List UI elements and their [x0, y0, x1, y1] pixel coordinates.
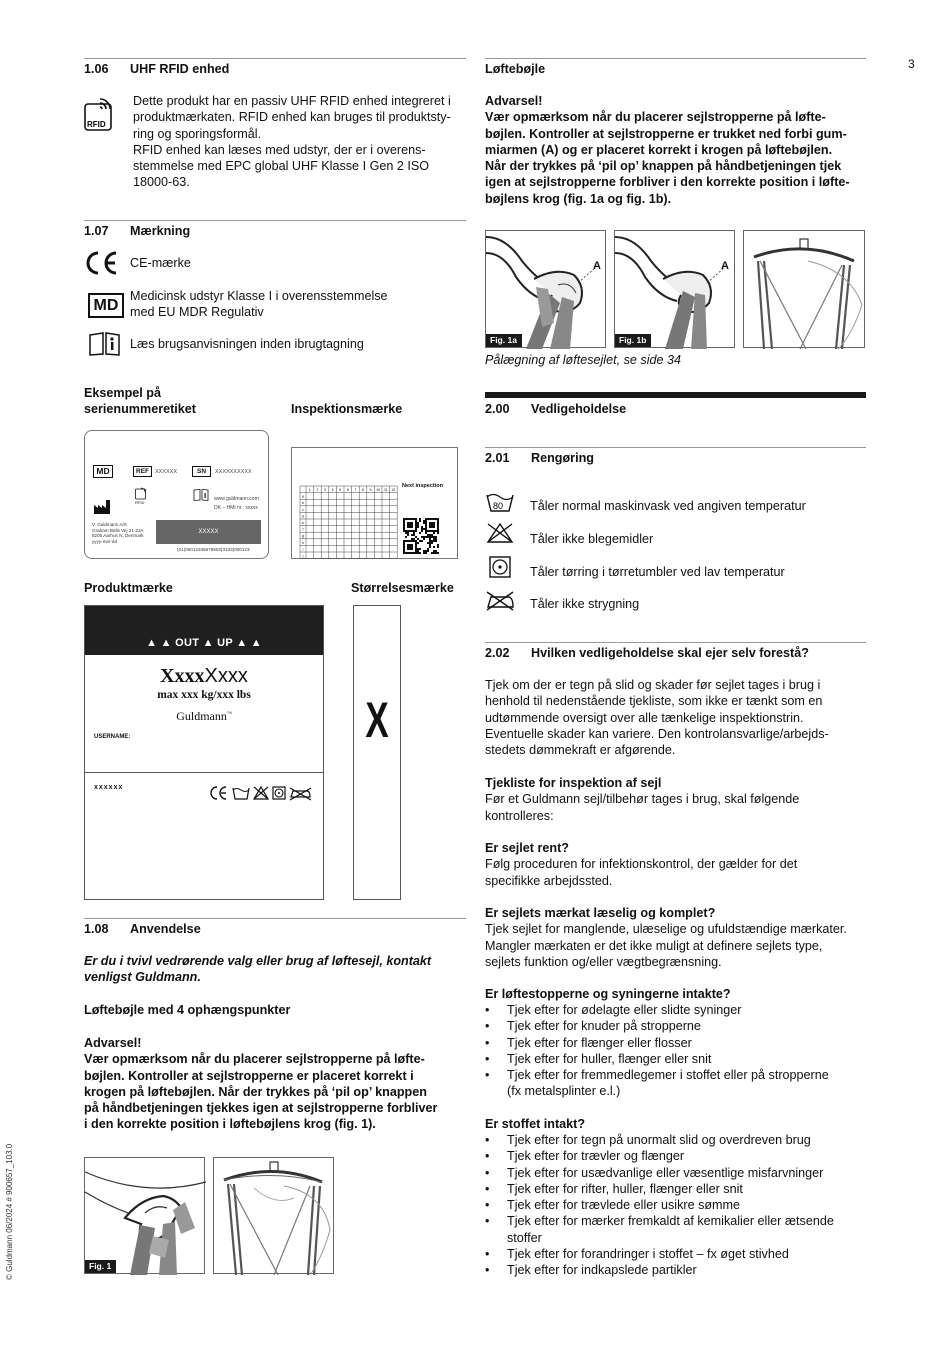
md-badge-label: MD — [96, 466, 110, 476]
text-line: produktmærkaten. RFID enhed kan bruges til produktsty- — [133, 110, 451, 125]
rfid-small-icon — [135, 486, 149, 500]
rfid-small-label: RFID — [135, 500, 145, 505]
text-line: bøjlens krog (fig. 1a og fig. 1b). — [485, 191, 672, 206]
section-title: Hvilken vedligeholdelse skal ejer selv forestå? — [531, 646, 809, 660]
question-title: Er sejlets mærkat læselig og komplet? — [485, 906, 716, 920]
sn-badge-label: SN — [196, 468, 207, 475]
grid-col-label: 2 — [316, 488, 319, 492]
trademark: ™ — [226, 712, 232, 717]
section-number: 1.06 — [84, 62, 109, 76]
checklist-block — [485, 775, 799, 824]
grid-col-label: 8 — [362, 488, 364, 492]
text-line: Medicinsk udstyr Klasse I i overensstemmelse — [130, 289, 388, 303]
heading-line: Eksempel på — [84, 386, 162, 400]
username-label: USERNAME: — [94, 734, 131, 740]
care-item: Tåler normal maskinvask ved angiven temperatur — [530, 499, 806, 513]
text-line: sejlets funktion og/eller vægtbegrænsning. — [485, 954, 722, 969]
text-line: Eventuelle skader kan variere. Den kontrolansvarlige/arbejds- — [485, 726, 829, 741]
product-label-heading: Produktmærke — [84, 581, 173, 595]
section-number: 2.01 — [485, 451, 510, 465]
grid-row-label: j — [302, 554, 304, 558]
heading-line: serienummeretiket — [84, 402, 196, 417]
list-item: • Tjek efter for huller, flænger eller snit — [485, 1051, 829, 1067]
label-divider — [85, 772, 323, 773]
md-badge — [93, 465, 113, 478]
qr-code-icon — [403, 518, 439, 554]
grid-col-label: 12 — [391, 488, 396, 492]
grid-col-label: 3 — [324, 488, 326, 492]
text-line: igen at sejlstropperne forbliver i den korrekte position i løfte- — [485, 175, 850, 190]
instructions-book-icon — [88, 332, 121, 356]
grid-col-label: 4 — [331, 488, 334, 492]
barcode-number: (01)05012345678903(3103)000123 — [177, 547, 250, 552]
list-item: • Tjek efter for ødelagte eller slidte syninger — [485, 1002, 829, 1018]
figure-1a — [485, 230, 606, 348]
figure-label: Fig. 1b — [615, 334, 651, 347]
spreader-bar-subheading: Løftebøjle med 4 ophængspunkter — [84, 1003, 291, 1017]
stitching-checklist — [485, 1002, 829, 1083]
inspection-grid — [298, 482, 398, 558]
manufacturer-address — [92, 522, 144, 544]
section-title: UHF RFID enhed — [130, 62, 230, 76]
sn-value: XXXXXXXXXX — [215, 469, 252, 475]
list-item: • Tjek efter for fremmedlegemer i stoffet eller på stropperne — [485, 1067, 829, 1083]
fabric-checklist — [485, 1132, 834, 1230]
list-item: • Tjek efter for mærker fremkaldt af kemikalier eller ætsende — [485, 1213, 834, 1229]
care-item: Tåler ikke blegemidler — [530, 532, 654, 546]
spreader-bar-title: Løftebøjle — [485, 62, 546, 76]
text-line: stedets dømmekraft er afgørende. — [485, 743, 676, 758]
warning-title: Advarsel! — [84, 1036, 142, 1050]
figure-1-spreader — [213, 1157, 334, 1274]
brand-text: Guldmann — [176, 709, 227, 723]
list-item: • Tjek efter for usædvanlige eller væsentlige misfarvninger — [485, 1165, 834, 1181]
ref-badge — [133, 466, 152, 477]
divider — [485, 58, 866, 59]
address-line: V. Guldmann A/S — [92, 522, 127, 527]
section-title: Rengøring — [531, 451, 594, 465]
serial-label-heading — [84, 385, 196, 418]
out-up-marker: ▲ ▲ OUT ▲ UP ▲ ▲ — [146, 637, 262, 649]
grid-row-label: i — [302, 547, 304, 552]
product-label — [84, 605, 324, 900]
page-number: 3 — [908, 57, 915, 71]
website: www.guldmann.com — [214, 496, 259, 502]
address-line: yyyy-mm-dd — [92, 538, 118, 544]
text-line: 18000-63. — [133, 175, 190, 190]
text-line: RFID enhed kan læses med udstyr, der er i overens- — [133, 142, 426, 157]
ref-badge-label: REF — [136, 468, 149, 475]
next-inspection-label: Next inspection — [402, 483, 443, 489]
warning-block — [84, 1035, 437, 1133]
grid-col-label: 10 — [376, 488, 381, 492]
address-line: 8200 Aarhus N, Denmark — [92, 533, 144, 539]
figure-1b — [614, 230, 735, 348]
text-line: med EU MDR Regulativ — [130, 305, 264, 320]
text-line: Mangler mærkaten er det ikke muligt at definere sejlets type, — [485, 938, 823, 953]
grid-col-label: 7 — [354, 488, 357, 492]
question-label — [485, 905, 847, 970]
size-label — [353, 605, 401, 900]
text-line: Før et Guldmann sejl/tilbehør tages i brug, skal følgende — [485, 792, 800, 807]
md-text — [130, 288, 388, 321]
maintenance-intro — [485, 677, 829, 758]
grid-col-label: 5 — [339, 488, 342, 492]
section-number: 2.02 — [485, 646, 510, 660]
usage-intro — [84, 953, 431, 986]
max-load: max xxx kg/xxx lbs — [157, 689, 251, 701]
chapter-divider — [485, 392, 866, 398]
figure-label: Fig. 1a — [486, 334, 522, 347]
grid-row-label: a — [302, 494, 304, 499]
section-number: 2.00 — [485, 402, 510, 416]
divider — [84, 220, 466, 221]
no-ironing-icon — [485, 590, 515, 612]
text-line: bøjlen. Kontroller at sejlstropperne er placeret korrekt i — [84, 1068, 414, 1083]
checklist-title: Tjekliste for inspektion af sejl — [485, 776, 662, 790]
copyright-note: © Guldmann 06/2024 # 900657_103.0 — [5, 1143, 14, 1280]
serial-box-label: XXXXX — [198, 529, 219, 535]
grid-row-label: f — [302, 527, 304, 532]
grid-col-label: 11 — [384, 488, 388, 492]
sn-badge — [192, 466, 211, 477]
text-line: ring og sporingsformål. — [133, 126, 262, 141]
figure-label: Fig. 1 — [85, 1260, 116, 1273]
ref-value: XXXXXX — [155, 469, 178, 475]
text-line: Når der trykkes på ‘pil op’ knappen på håndbetjeningen tjek — [485, 159, 842, 174]
ce-mark-icon — [84, 250, 120, 276]
section-number: 1.07 — [84, 224, 109, 238]
text-line: specifikke arbejdssted. — [485, 873, 613, 888]
rfid-text — [133, 93, 468, 191]
size-mark: X — [365, 692, 389, 748]
wash-80-icon — [485, 489, 515, 513]
text-line: stemmelse med EPC global UHF Klasse I Gen 2 ISO — [133, 159, 430, 174]
warning-title: Advarsel! — [485, 94, 543, 108]
product-name — [85, 664, 323, 688]
brand-name — [85, 707, 323, 724]
figure-1-hook — [84, 1157, 205, 1274]
grid-row-label: c — [302, 507, 304, 512]
text-line: venligst Guldmann. — [84, 970, 201, 985]
divider — [84, 58, 466, 59]
callout-a: A — [593, 260, 601, 272]
text-line: Tjek om der er tegn på slid og skader før sejlet tages i brug i — [485, 678, 821, 692]
product-name-light: Xxxx — [204, 665, 248, 687]
text-line: udtømmende oversigt over alle tænkelige inspektionstrin. — [485, 710, 804, 725]
divider — [84, 918, 466, 919]
list-continuation: (fx metalsplinter e.l.) — [507, 1084, 621, 1098]
md-icon-label: MD — [93, 297, 119, 314]
address-line: Graham Bells Vej 21-23A — [92, 527, 144, 533]
list-item: • Tjek efter for forandringer i stoffet – fx øget stivhed — [485, 1246, 789, 1262]
rfid-icon-label: RFID — [87, 120, 106, 129]
product-code: xxxxxx — [94, 784, 124, 791]
inspection-label-heading: Inspektionsmærke — [291, 402, 403, 416]
fabric-checklist-2 — [485, 1246, 789, 1279]
grid-row-label: d — [302, 514, 304, 519]
ce-mark-text: CE-mærke — [130, 256, 191, 270]
section-title: Anvendelse — [130, 922, 201, 936]
list-item: • Tjek efter for trævler og flænger — [485, 1148, 834, 1164]
care-item: Tåler ikke strygning — [530, 597, 640, 611]
text-line: bøjlen. Kontroller at sejlstropperne er trukket ned forbi gum- — [485, 126, 847, 141]
serial-box — [156, 520, 261, 544]
text-line: kontrolleres: — [485, 808, 554, 823]
text-line: henhold til nedenstående tjekliste, som ikke er tænkt som en — [485, 694, 823, 709]
wash-temp: 80 — [493, 501, 504, 511]
text-line: Vær opmærksom når du placerer sejlstropperne på løfte- — [485, 110, 826, 125]
text-line: i den korrekte position i løftebøjlens krog (fig. 1). — [84, 1117, 376, 1132]
divider — [485, 642, 866, 643]
text-line: miarmen (A) og er placeret korrekt i krogen på løftebøjlen. — [485, 142, 833, 157]
question-title: Er sejlet rent? — [485, 841, 569, 855]
text-line: Tjek sejlet for manglende, ulæselige og ufuldstændige mærkater. — [485, 922, 847, 937]
section-title: Vedligeholdelse — [531, 402, 627, 416]
callout-a: A — [721, 260, 729, 272]
warning-block-right — [485, 93, 850, 207]
figure-spreader-right — [743, 230, 865, 348]
md-icon — [88, 293, 124, 318]
inspection-label — [291, 447, 458, 559]
grid-row-label: h — [302, 540, 304, 545]
list-item: • Tjek efter for tegn på unormalt slid og overdreven brug — [485, 1132, 834, 1148]
text-line: på håndbetjeningen tjekkes igen at sejlstropperne forbliver — [84, 1101, 438, 1116]
no-bleach-icon — [486, 522, 514, 544]
tumble-dry-low-icon — [489, 556, 511, 578]
list-item: • Tjek efter for rifter, huller, flænger eller snit — [485, 1181, 834, 1197]
grid-row-label: g — [302, 534, 304, 539]
question-clean — [485, 840, 797, 889]
grid-col-label: 6 — [346, 488, 349, 492]
list-item: • Tjek efter for knuder på stropperne — [485, 1018, 829, 1034]
grid-row-label: b — [302, 501, 304, 506]
figure-caption: Pålægning af løftesejlet, se side 34 — [485, 353, 682, 367]
section-title: Mærkning — [130, 224, 191, 238]
serial-number-label — [84, 430, 269, 559]
list-item: • Tjek efter for trævlede eller usikre sømme — [485, 1197, 834, 1213]
info-book-small-icon — [193, 489, 209, 501]
care-symbols — [209, 785, 313, 801]
text-line: Vær opmærksom når du placerer sejlstropperne på løfte- — [84, 1052, 425, 1067]
question-title: Er løftestopperne og syningerne intakte? — [485, 987, 731, 1001]
rfid-icon — [84, 97, 120, 133]
text-line: Følg proceduren for infektionskontrol, der gælder for det — [485, 857, 798, 872]
grid-row-label: e — [302, 521, 304, 525]
grid-col-label: 1 — [308, 488, 311, 492]
list-continuation: stoffer — [507, 1231, 542, 1245]
manufacturer-icon — [93, 499, 111, 515]
section-number: 1.08 — [84, 922, 109, 936]
list-item: • Tjek efter for flænger eller flosser — [485, 1035, 829, 1051]
instructions-text: Læs brugsanvisningen inden ibrugtagning — [130, 337, 364, 351]
product-name-bold: Xxxx — [160, 665, 205, 687]
grid-col-label: 9 — [369, 488, 372, 492]
text-line: Er du i tvivl vedrørende valg eller brug af løftesejl, kontakt — [84, 954, 432, 968]
list-item: • Tjek efter for indkapslede partikler — [485, 1262, 789, 1278]
divider — [485, 447, 866, 448]
size-label-heading: Størrelsesmærke — [351, 581, 454, 595]
question-title: Er stoffet intakt? — [485, 1117, 586, 1131]
product-label-header — [85, 606, 323, 655]
text-line: Dette produkt har en passiv UHF RFID enhed integreret i — [133, 94, 451, 108]
text-line: krogen på løftebøjlen. Når der trykkes på ‘pil op’ knappen — [84, 1084, 427, 1099]
hmi-number: DK – HMI nr.: xxxxx — [214, 505, 258, 511]
care-item: Tåler tørring i tørretumbler ved lav temperatur — [530, 565, 785, 579]
